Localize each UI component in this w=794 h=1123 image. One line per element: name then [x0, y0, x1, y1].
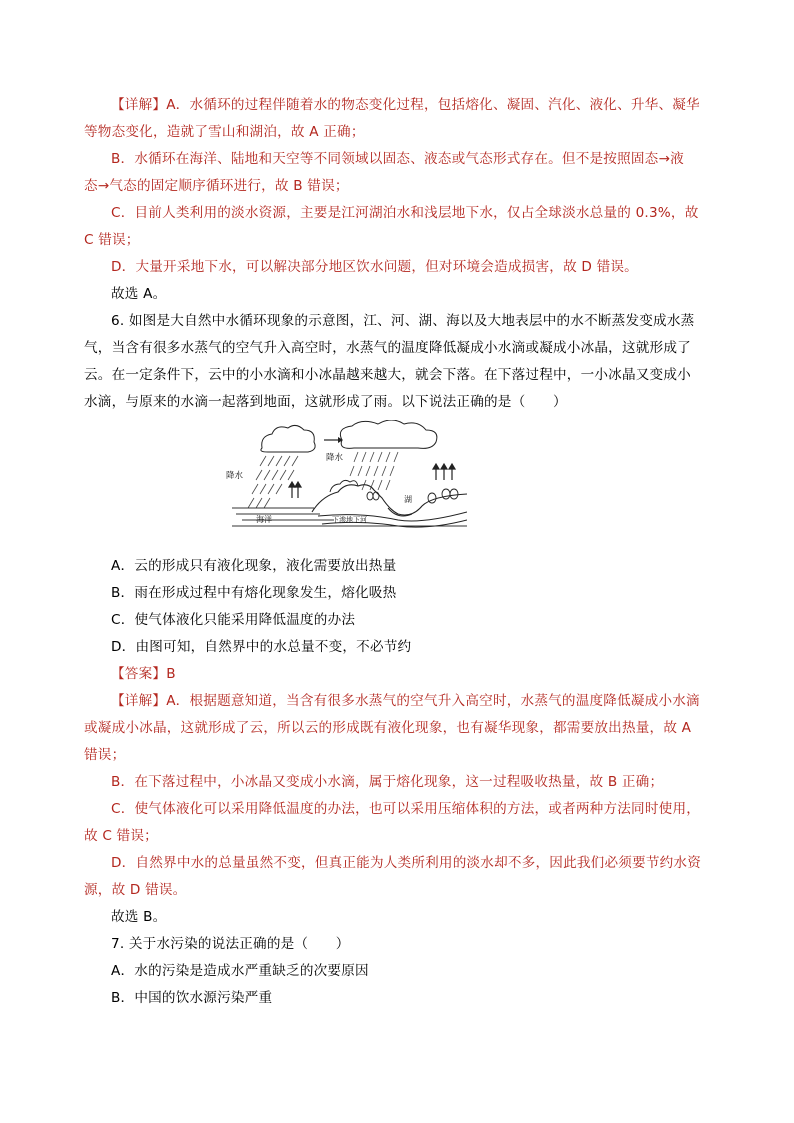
label-rain-left: 降水	[226, 471, 244, 481]
left-rain	[248, 456, 298, 508]
q6-option-d: D．由图可知，自然界中的水总量不变，不必节约	[111, 639, 412, 655]
label-underground: 下渗地下河	[332, 516, 367, 524]
water-cycle-diagram	[222, 420, 467, 530]
q6-option-b: B．雨在形成过程中有熔化现象发生，熔化吸热	[111, 585, 397, 601]
answer-value: B	[166, 666, 176, 682]
right-cloud	[340, 420, 437, 448]
q6-detail-d-line2: 源，故 D 错误。	[84, 882, 187, 898]
q5-choose: 故选 A。	[111, 286, 167, 302]
label-lake: 湖	[404, 495, 412, 504]
q6-detail-a-line3: 错误；	[84, 747, 126, 763]
q6-detail-c-line1: C．使气体液化可以采用降低温度的办法，也可以采用压缩体积的方法，或者两种方法同时使用，	[111, 801, 701, 817]
q6-detail-a-line2: 或凝成小冰晶，这就形成了云，所以云的形成既有液化现象，也有凝华现象，都需要放出热量，故 A	[84, 720, 692, 736]
q6-detail-a-line1	[111, 692, 700, 710]
q6-answer	[111, 665, 176, 683]
q5-detail-b-line2: 态→气态的固定顺序循环进行，故 B 错误；	[84, 178, 349, 194]
detail-tag: 【详解】	[111, 693, 167, 709]
q6-stem-line1: 6. 如图是大自然中水循环现象的示意图，江、河、湖、海以及大地表层中的水不断蒸发变成水蒸	[111, 313, 695, 329]
q6-detail-a-text: A．根据题意知道，当含有很多水蒸气的空气升入高空时，水蒸气的温度降低凝成小水滴	[166, 693, 700, 709]
left-cloud	[261, 425, 315, 452]
q5-detail-a-line1	[111, 96, 700, 114]
q6-option-a: A．云的形成只有液化现象，液化需要放出热量	[111, 558, 397, 574]
label-ocean: 海洋	[256, 515, 272, 524]
q6-detail-c-line2: 故 C 错误；	[84, 828, 158, 844]
q5-detail-c-line2: C 错误；	[84, 232, 140, 248]
q6-stem-line3: 云。在一定条件下，云中的小水滴和小冰晶越来越大，就会下落。在下落过程中，一小冰晶又变成小	[84, 367, 691, 383]
q7-option-b: B．中国的饮水源污染严重	[111, 990, 273, 1006]
q5-detail-c-line1: C．目前人类利用的淡水资源，主要是江河湖泊水和浅层地下水，仅占全球淡水总量的 0.3%，故	[111, 205, 699, 221]
label-rain-right: 降水	[326, 453, 344, 463]
q5-detail-a-line2: 等物态变化，造就了雪山和湖泊，故 A 正确；	[84, 124, 365, 140]
q5-detail-a-text: A．水循环的过程伴随着水的物态变化过程，包括熔化、凝固、汽化、液化、升华、凝华	[166, 97, 700, 113]
q6-detail-d-line1: D．自然界中水的总量虽然不变，但真正能为人类所利用的淡水却不多，因此我们必须要节约水资	[111, 855, 702, 871]
q6-choose: 故选 B。	[111, 909, 167, 925]
q5-detail-d-line1: D．大量开采地下水，可以解决部分地区饮水问题，但对环境会造成损害，故 D 错误。	[111, 259, 638, 275]
detail-tag: 【详解】	[111, 97, 167, 113]
q7-stem: 7. 关于水污染的说法正确的是（ ）	[111, 936, 350, 952]
q6-stem-line2: 气，当含有很多水蒸气的空气升入高空时，水蒸气的温度降低凝成小水滴或凝成小冰晶，这就形成了	[84, 340, 691, 356]
q6-stem-line4: 水滴，与原来的水滴一起落到地面，这就形成了雨。以下说法正确的是（ ）	[84, 394, 567, 410]
land-outline	[312, 485, 467, 515]
answer-tag: 【答案】	[111, 666, 167, 682]
q5-detail-b-line1: B．水循环在海洋、陆地和天空等不同领域以固态、液态或气态形式存在。但不是按照固态→液	[111, 151, 684, 167]
q6-detail-b-line1: B．在下落过程中，小冰晶又变成小水滴，属于熔化现象，这一过程吸收热量，故 B 正确；	[111, 774, 664, 790]
q6-option-c: C．使气体液化只能采用降低温度的办法	[111, 612, 356, 628]
q7-option-a: A．水的污染是造成水严重缺乏的次要原因	[111, 963, 369, 979]
